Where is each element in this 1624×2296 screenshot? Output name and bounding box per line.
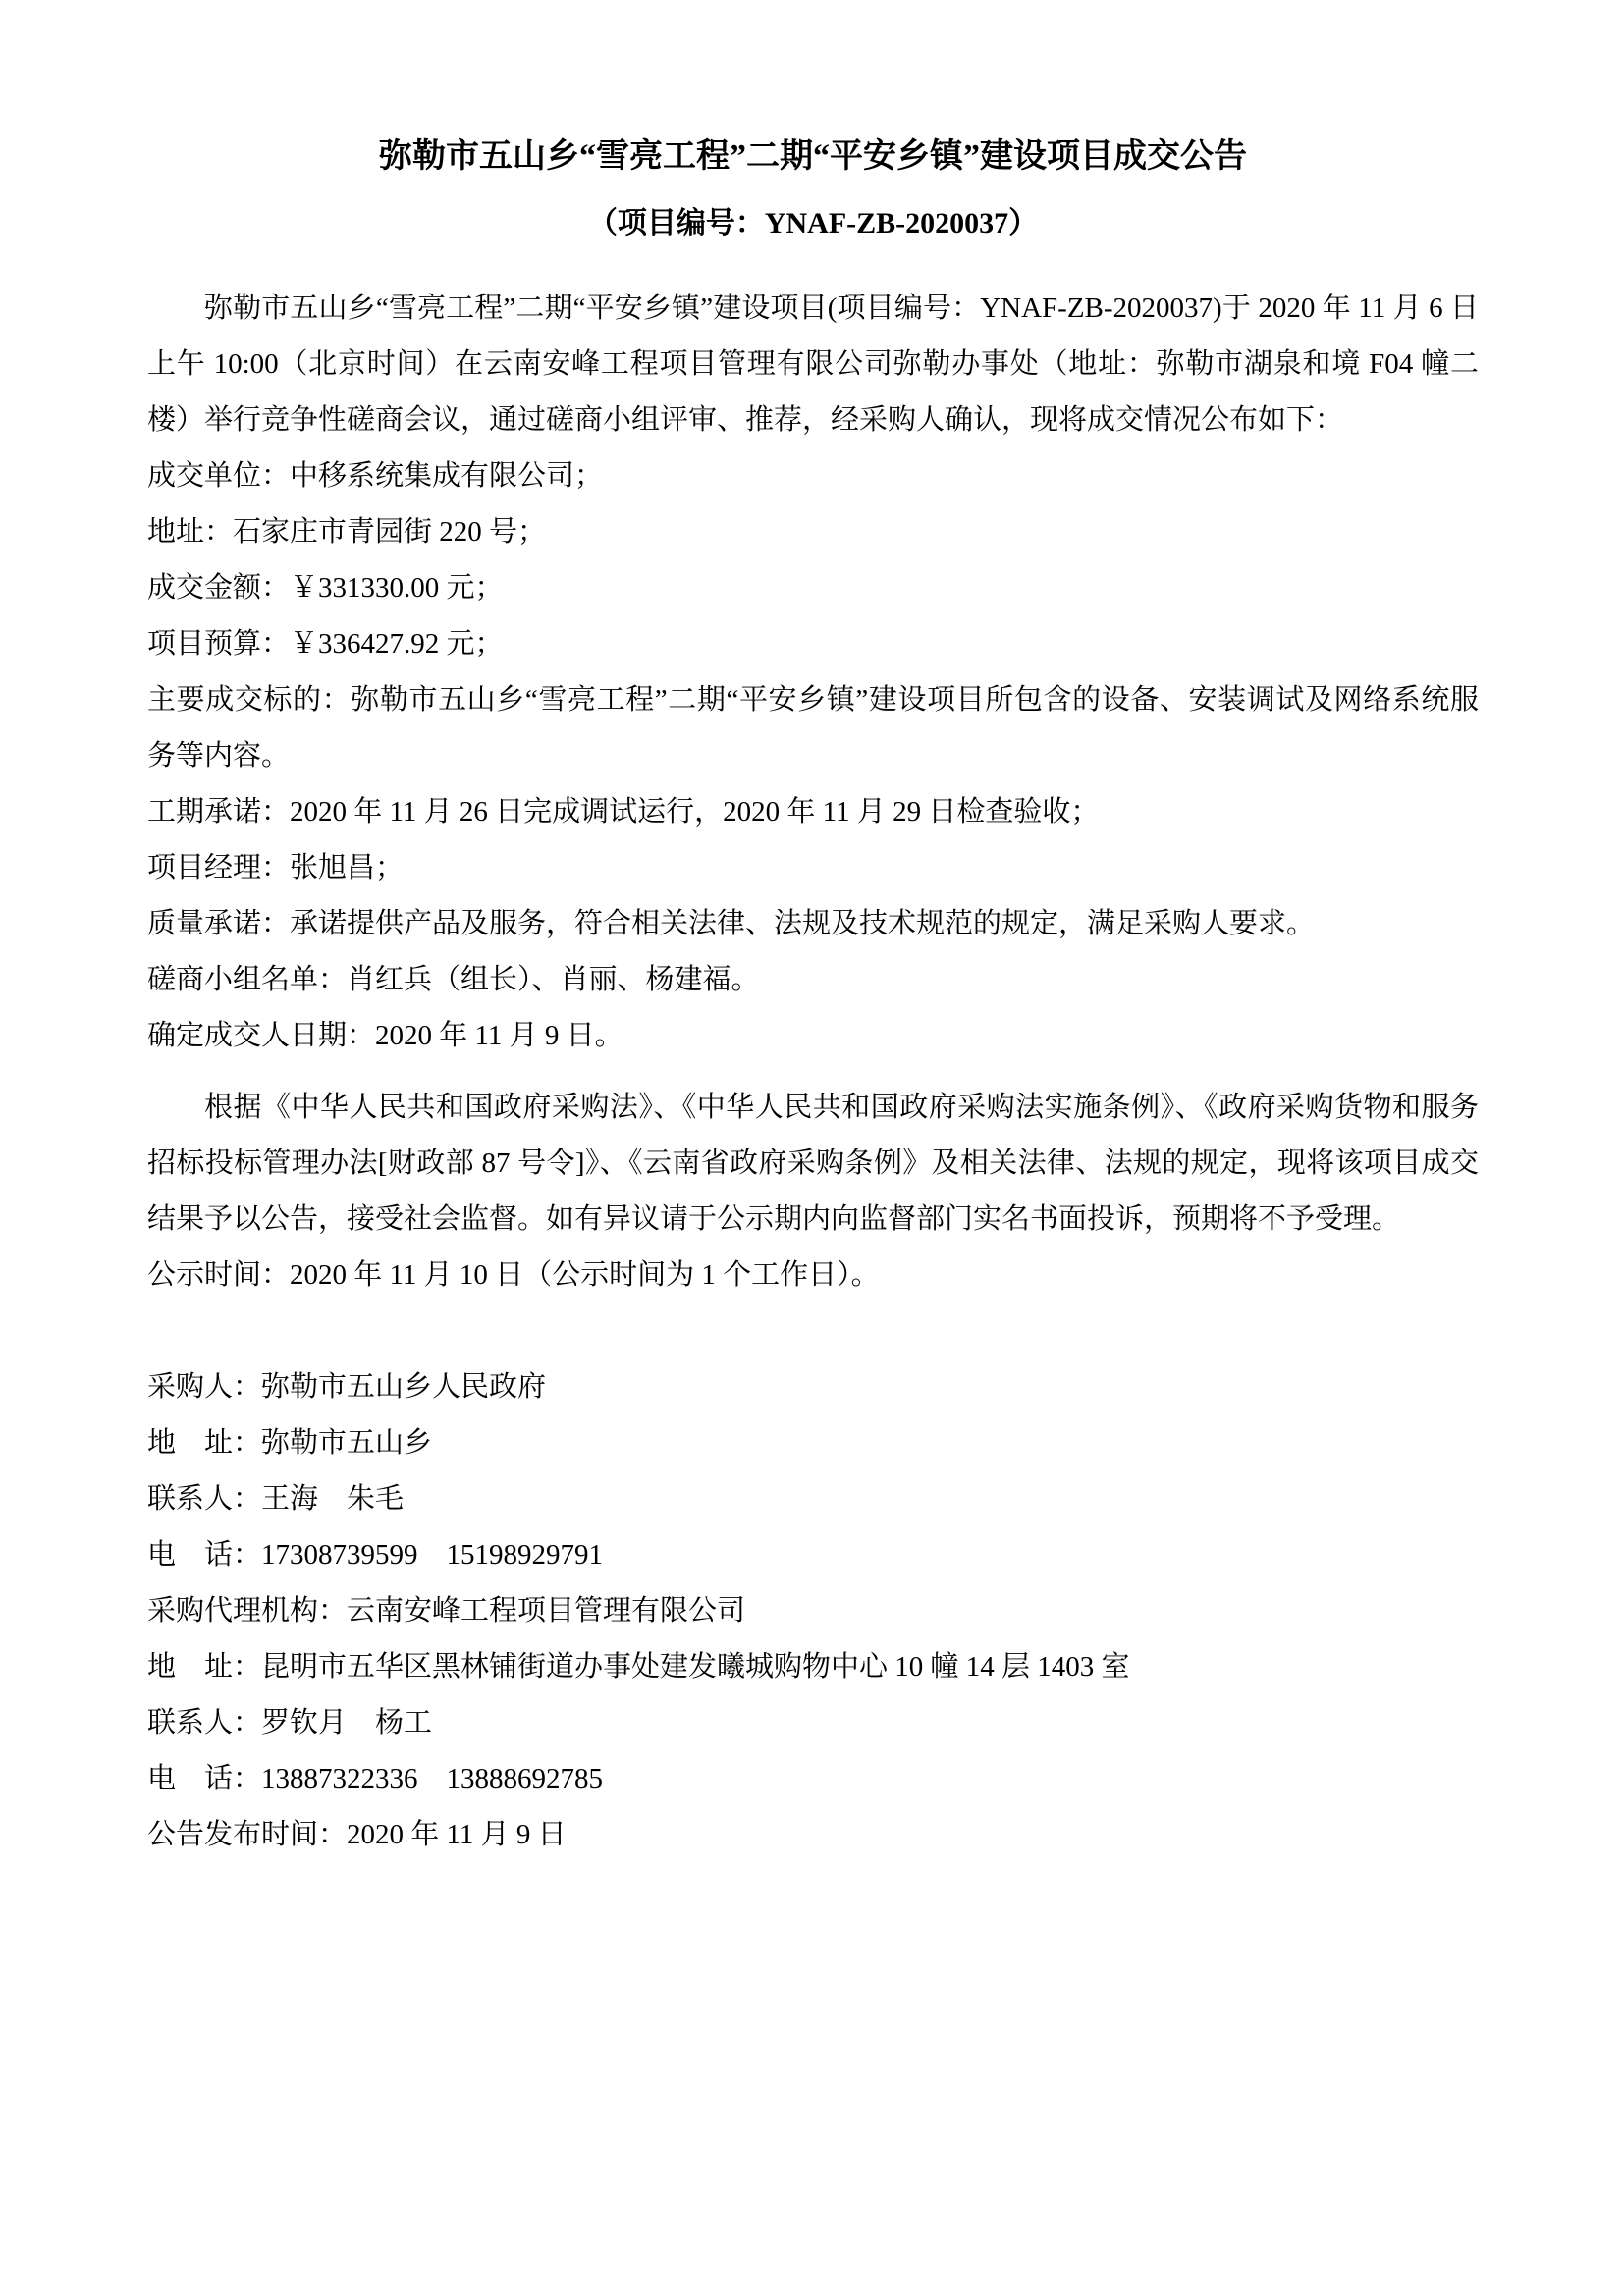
- panel-members-line: 磋商小组名单：肖红兵（组长）、肖丽、杨建福。: [147, 964, 760, 995]
- legal-basis-paragraph: 根据《中华人民共和国政府采购法》、《中华人民共和国政府采购法实施条例》、《政府采购货物和服务招标投标管理办法[财政部 87 号令]》、《云南省政府采购条例》及相关法律、法规的规定，现将该项目成交结果予以公告，接受社会监督。如有异议请于公示期内向监督部门实名书面投诉，预期将不予受理。: [147, 1092, 1479, 1235]
- publish-date-line: 公告发布时间：2020 年 11 月 9 日: [147, 1819, 567, 1850]
- contact-section: [147, 1360, 1479, 1863]
- subject-matter-paragraph: 主要成交标的：弥勒市五山乡“雪亮工程”二期“平安乡镇”建设项目所包含的设备、安装调试及网络系统服务等内容。: [147, 684, 1479, 772]
- winner-address-line: 地址：石家庄市青园街 220 号；: [147, 516, 547, 548]
- document-title: 弥勒市五山乡“雪亮工程”二期“平安乡镇”建设项目成交公告: [379, 138, 1247, 175]
- project-manager-line: 项目经理：张旭昌；: [147, 852, 405, 883]
- purchaser-contact-line: 联系人：王海 朱毛: [147, 1483, 405, 1515]
- document-body: [147, 281, 1479, 1304]
- agency-line: 采购代理机构：云南安峰工程项目管理有限公司: [147, 1595, 746, 1627]
- purchaser-address-line: 地 址：弥勒市五山乡: [147, 1427, 433, 1459]
- agency-phone-line: 电 话：13887322336 13888692785: [147, 1763, 604, 1794]
- award-amount-line: 成交金额：￥331330.00 元；: [147, 572, 504, 604]
- document-subtitle: （项目编号：YNAF-ZB-2020037）: [587, 207, 1039, 240]
- agency-contact-line: 联系人：罗钦月 杨工: [147, 1707, 433, 1738]
- project-budget-line: 项目预算：￥336427.92 元；: [147, 628, 504, 660]
- agency-address-line: 地 址：昆明市五华区黑林铺街道办事处建发曦城购物中心 10 幢 14 层 1403 室: [147, 1651, 1130, 1682]
- purchaser-line: 采购人：弥勒市五山乡人民政府: [147, 1371, 547, 1403]
- schedule-commitment-line: 工期承诺：2020 年 11 月 26 日完成调试运行，2020 年 11 月 29 日检查验收；: [147, 796, 1100, 828]
- intro-paragraph: 弥勒市五山乡“雪亮工程”二期“平安乡镇”建设项目(项目编号：YNAF-ZB-2020037)于 2020 年 11 月 6 日上午 10:00（北京时间）在云南安峰工程项目管理有限公司弥勒办事处（地址：弥勒市湖泉和境 F04 幢二楼）举行竞争性磋商会议，通过磋商小组评审、推荐，经采购人确认，现将成交情况公布如下：: [147, 293, 1479, 436]
- publicity-period-line: 公示时间：2020 年 11 月 10 日（公示时间为 1 个工作日）。: [147, 1259, 880, 1291]
- purchaser-phone-line: 电 话：17308739599 15198929791: [147, 1539, 604, 1571]
- quality-commitment-line: 质量承诺：承诺提供产品及服务，符合相关法律、法规及技术规范的规定，满足采购人要求。: [147, 908, 1316, 939]
- award-date-line: 确定成交人日期：2020 年 11 月 9 日。: [147, 1020, 623, 1051]
- winner-line: 成交单位：中移系统集成有限公司；: [147, 460, 604, 492]
